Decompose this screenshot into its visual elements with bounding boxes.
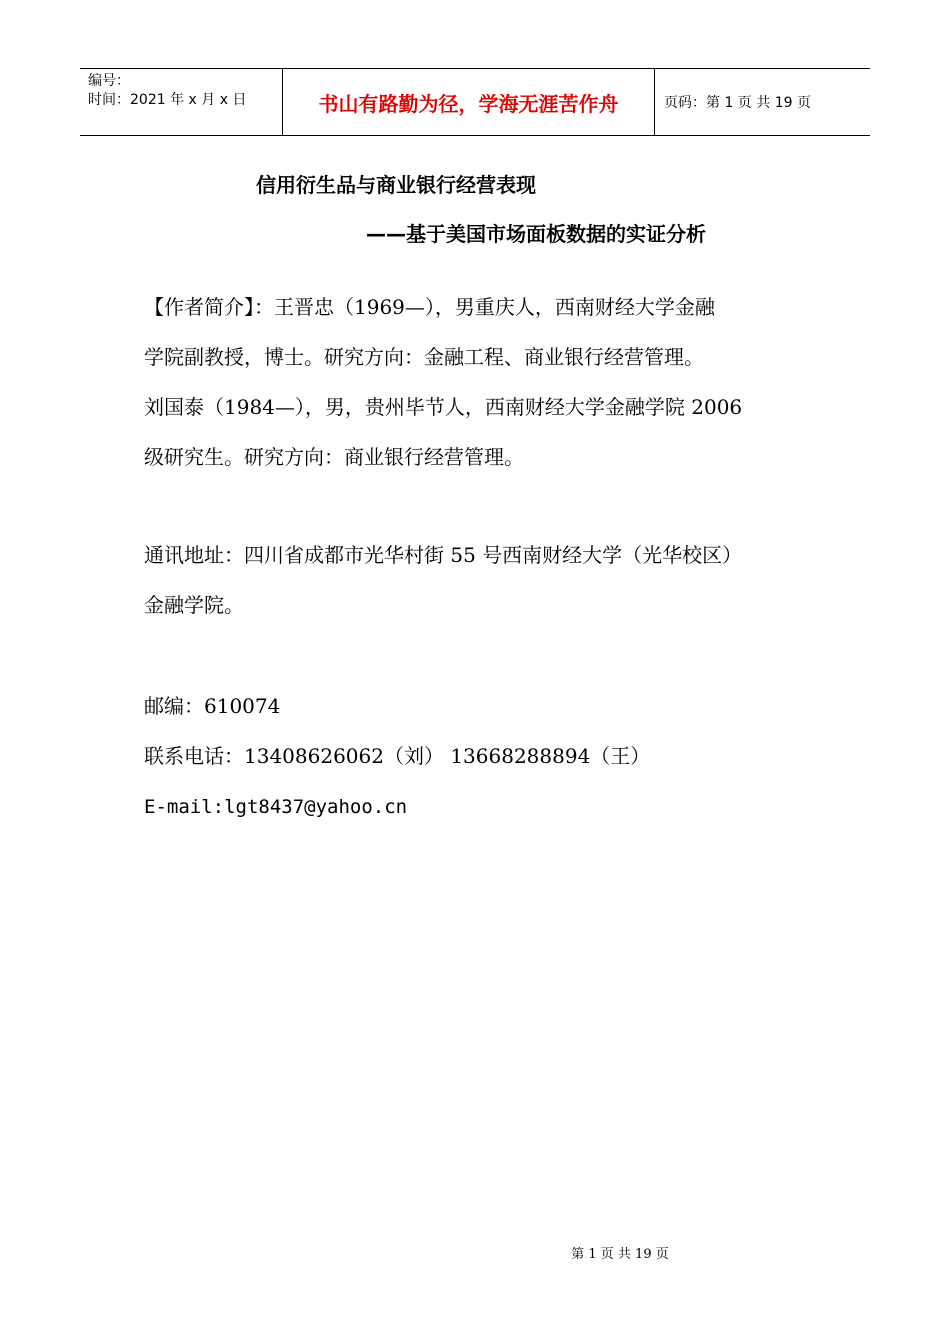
document-title: 信用衍生品与商业银行经营表现 bbox=[256, 173, 536, 197]
header-page-info: 页码：第 1 页 共 19 页 bbox=[664, 95, 811, 111]
author-intro-line: 学院副教授，博士。研究方向：金融工程、商业银行经营管理。 bbox=[144, 345, 704, 369]
header-meta-cell bbox=[80, 69, 282, 135]
author-intro-line: 级研究生。研究方向：商业银行经营管理。 bbox=[144, 445, 524, 469]
page-footer: 第 1 页 共 19 页 bbox=[571, 1247, 669, 1262]
postcode-line: 邮编：610074 bbox=[144, 694, 281, 718]
address-line: 金融学院。 bbox=[144, 593, 244, 617]
document-number-label: 编号： bbox=[88, 73, 130, 89]
header-slogan-cell bbox=[282, 69, 655, 135]
header-table bbox=[80, 68, 870, 136]
document-subtitle: ——基于美国市场面板数据的实证分析 bbox=[366, 222, 706, 246]
author-intro-line: 刘国泰（1984—），男，贵州毕节人，西南财经大学金融学院 2006 bbox=[144, 395, 743, 419]
phone-line: 联系电话：13408626062（刘） 13668288894（王） bbox=[144, 744, 651, 768]
document-date-label: 时间：2021 年 x 月 x 日 bbox=[88, 92, 247, 108]
address-line: 通讯地址：四川省成都市光华村街 55 号西南财经大学（光华校区） bbox=[144, 543, 743, 567]
author-intro-line: 【作者简介】：王晋忠（1969—），男重庆人，西南财经大学金融 bbox=[144, 295, 715, 319]
header-slogan: 书山有路勤为径，学海无涯苦作舟 bbox=[318, 92, 619, 116]
header-page-cell bbox=[655, 69, 870, 135]
email-line: E-mail:lgt8437@yahoo.cn bbox=[144, 796, 408, 818]
